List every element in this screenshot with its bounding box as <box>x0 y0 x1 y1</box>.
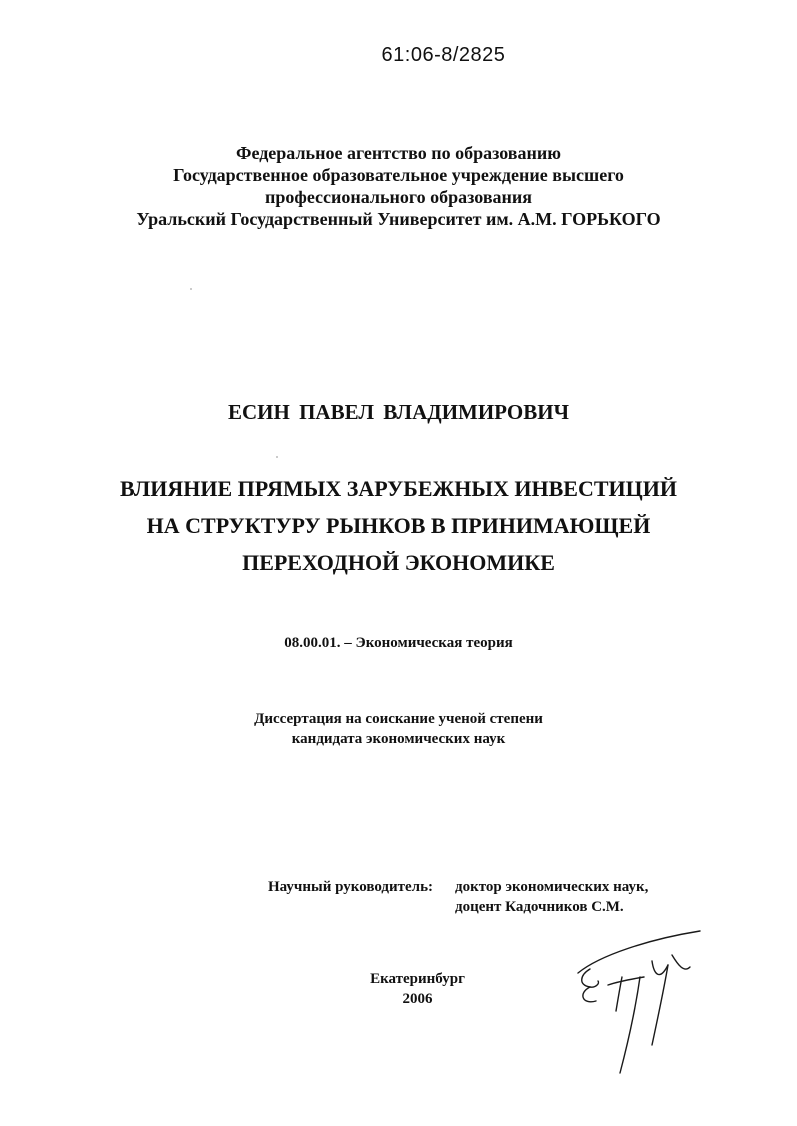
scan-speck <box>276 456 278 458</box>
title-line-1: ВЛИЯНИЕ ПРЯМЫХ ЗАРУБЕЖНЫХ ИНВЕСТИЦИЙ <box>120 476 677 501</box>
signature-icon <box>560 925 710 1075</box>
catalog-code: 61:06-8/2825 <box>381 44 506 66</box>
degree-statement <box>0 709 797 749</box>
institution-line-1: Федеральное агентство по образованию <box>235 143 562 163</box>
institution-block <box>0 142 797 230</box>
institution-line-4: Уральский Государственный Университет им. А.М. ГОРЬКОГО <box>136 209 661 229</box>
year: 2006 <box>402 991 433 1007</box>
title-line-2: НА СТРУКТУРУ РЫНКОВ В ПРИНИМАЮЩЕЙ <box>146 513 651 538</box>
city: Екатеринбург <box>370 971 465 987</box>
specialty-code: 08.00.01. – Экономическая теория <box>284 635 513 651</box>
supervisor-name: доцент Кадочников С.М. <box>455 899 624 915</box>
degree-line-1: Диссертация на соискание ученой степени <box>254 711 543 727</box>
author-name: ЕСИН ПАВЕЛ ВЛАДИМИРОВИЧ <box>228 400 569 424</box>
supervisor-degree: доктор экономических наук, <box>455 879 649 895</box>
supervisor-label: Научный руководитель: <box>268 879 433 895</box>
degree-line-2: кандидата экономических наук <box>291 731 506 747</box>
supervisor-block <box>268 877 648 917</box>
scan-speck <box>190 288 192 290</box>
dissertation-title <box>0 470 797 581</box>
institution-line-3: профессионального образования <box>264 187 533 207</box>
title-line-3: ПЕРЕХОДНОЙ ЭКОНОМИКЕ <box>242 550 555 575</box>
institution-line-2: Государственное образовательное учреждение высшего <box>173 165 624 185</box>
